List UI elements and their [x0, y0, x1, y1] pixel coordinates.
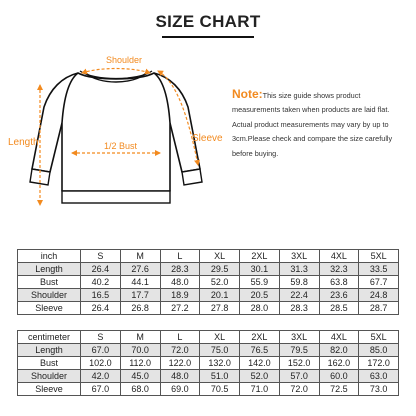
size-header-cell: 2XL: [240, 250, 280, 263]
measurement-label-cell: Bust: [18, 276, 81, 289]
measurement-value-cell: 63.0: [359, 370, 399, 383]
measurement-value-cell: 73.0: [359, 383, 399, 396]
size-header-cell: 3XL: [279, 331, 319, 344]
table-row: [18, 276, 399, 289]
measurement-value-cell: 79.5: [279, 344, 319, 357]
measurement-value-cell: 48.0: [160, 276, 200, 289]
note-box: [232, 87, 410, 161]
size-header-cell: XL: [200, 250, 240, 263]
measurement-value-cell: 72.0: [279, 383, 319, 396]
table-row: [18, 383, 399, 396]
size-header-cell: S: [81, 250, 121, 263]
size-header-cell: 2XL: [240, 331, 280, 344]
measurement-value-cell: 55.9: [240, 276, 280, 289]
table-row: [18, 263, 399, 276]
measurement-value-cell: 67.7: [359, 276, 399, 289]
measurement-value-cell: 142.0: [240, 357, 280, 370]
measurement-value-cell: 26.4: [81, 302, 121, 315]
measurement-value-cell: 48.0: [160, 370, 200, 383]
table-row: [18, 370, 399, 383]
table-header-row: [18, 250, 399, 263]
measurement-label-cell: Length: [18, 263, 81, 276]
measurement-label-cell: Shoulder: [18, 289, 81, 302]
measurement-value-cell: 26.8: [120, 302, 160, 315]
size-header-cell: XL: [200, 331, 240, 344]
measurement-value-cell: 112.0: [120, 357, 160, 370]
measurement-label-cell: Length: [18, 344, 81, 357]
measurement-value-cell: 28.5: [319, 302, 359, 315]
measurement-value-cell: 28.3: [160, 263, 200, 276]
measurement-value-cell: 18.9: [160, 289, 200, 302]
measurement-value-cell: 67.0: [81, 344, 121, 357]
measurement-value-cell: 32.3: [319, 263, 359, 276]
measurement-value-cell: 17.7: [120, 289, 160, 302]
measurement-value-cell: 67.0: [81, 383, 121, 396]
measurement-value-cell: 76.5: [240, 344, 280, 357]
measurement-value-cell: 102.0: [81, 357, 121, 370]
page-title: SIZE CHART: [155, 12, 261, 31]
size-header-cell: 4XL: [319, 250, 359, 263]
sleeve-label: Sleeve: [192, 133, 223, 144]
measurement-value-cell: 29.5: [200, 263, 240, 276]
measurement-value-cell: 31.3: [279, 263, 319, 276]
measurement-value-cell: 28.0: [240, 302, 280, 315]
measurement-value-cell: 30.1: [240, 263, 280, 276]
measurement-value-cell: 69.0: [160, 383, 200, 396]
table-header-row: [18, 331, 399, 344]
sweatshirt-diagram: [0, 55, 235, 225]
size-table-centimeter: [17, 330, 399, 396]
measurement-value-cell: 52.0: [200, 276, 240, 289]
measurement-value-cell: 20.5: [240, 289, 280, 302]
size-header-cell: 5XL: [359, 331, 399, 344]
table-row: [18, 289, 399, 302]
size-header-cell: S: [81, 331, 121, 344]
measurement-value-cell: 57.0: [279, 370, 319, 383]
measurement-label-cell: Sleeve: [18, 383, 81, 396]
size-table-inch: [17, 249, 399, 315]
measurement-value-cell: 23.6: [319, 289, 359, 302]
size-header-cell: 4XL: [319, 331, 359, 344]
measurement-value-cell: 27.8: [200, 302, 240, 315]
measurement-value-cell: 52.0: [240, 370, 280, 383]
unit-header-cell: inch: [18, 250, 81, 263]
measurement-value-cell: 70.5: [200, 383, 240, 396]
measurement-value-cell: 45.0: [120, 370, 160, 383]
measurement-value-cell: 132.0: [200, 357, 240, 370]
measurement-value-cell: 152.0: [279, 357, 319, 370]
measurement-value-cell: 40.2: [81, 276, 121, 289]
measurement-value-cell: 172.0: [359, 357, 399, 370]
measurement-value-cell: 33.5: [359, 263, 399, 276]
measurement-value-cell: 63.8: [319, 276, 359, 289]
table-row: [18, 344, 399, 357]
measurement-value-cell: 27.2: [160, 302, 200, 315]
size-header-cell: 5XL: [359, 250, 399, 263]
measurement-value-cell: 24.8: [359, 289, 399, 302]
measurement-value-cell: 72.0: [160, 344, 200, 357]
measurement-value-cell: 51.0: [200, 370, 240, 383]
measurement-value-cell: 85.0: [359, 344, 399, 357]
size-header-cell: L: [160, 250, 200, 263]
measurement-value-cell: 16.5: [81, 289, 121, 302]
measurement-value-cell: 162.0: [319, 357, 359, 370]
note-text: This size guide shows product measurements taken when products are laid flat. Actual product measurements may vary by up to 3cm.Please check and compare the size carefully before buying.: [232, 91, 393, 158]
hem: [62, 191, 170, 203]
shoulder-label: Shoulder: [106, 55, 143, 65]
measurement-value-cell: 27.6: [120, 263, 160, 276]
measurement-value-cell: 28.3: [279, 302, 319, 315]
size-header-cell: L: [160, 331, 200, 344]
size-header-cell: M: [120, 331, 160, 344]
measurement-value-cell: 70.0: [120, 344, 160, 357]
title-underline: [162, 36, 254, 38]
measurement-label-cell: Bust: [18, 357, 81, 370]
measurement-value-cell: 82.0: [319, 344, 359, 357]
size-header-cell: M: [120, 250, 160, 263]
measurement-value-cell: 28.7: [359, 302, 399, 315]
measurement-value-cell: 60.0: [319, 370, 359, 383]
note-label: Note:: [232, 87, 263, 101]
measurement-value-cell: 22.4: [279, 289, 319, 302]
length-label: Length: [8, 137, 39, 148]
unit-header-cell: centimeter: [18, 331, 81, 344]
bust-label: 1/2 Bust: [104, 141, 138, 151]
table-row: [18, 302, 399, 315]
measurement-value-cell: 42.0: [81, 370, 121, 383]
measurement-value-cell: 75.0: [200, 344, 240, 357]
measurement-value-cell: 59.8: [279, 276, 319, 289]
size-header-cell: 3XL: [279, 250, 319, 263]
measurement-value-cell: 26.4: [81, 263, 121, 276]
measurement-label-cell: Sleeve: [18, 302, 81, 315]
measurement-label-cell: Shoulder: [18, 370, 81, 383]
measurement-value-cell: 20.1: [200, 289, 240, 302]
shoulder-arrow: [82, 69, 150, 74]
measurement-value-cell: 68.0: [120, 383, 160, 396]
measurement-value-cell: 44.1: [120, 276, 160, 289]
measurement-value-cell: 122.0: [160, 357, 200, 370]
measurement-value-cell: 72.5: [319, 383, 359, 396]
table-row: [18, 357, 399, 370]
measurement-value-cell: 71.0: [240, 383, 280, 396]
